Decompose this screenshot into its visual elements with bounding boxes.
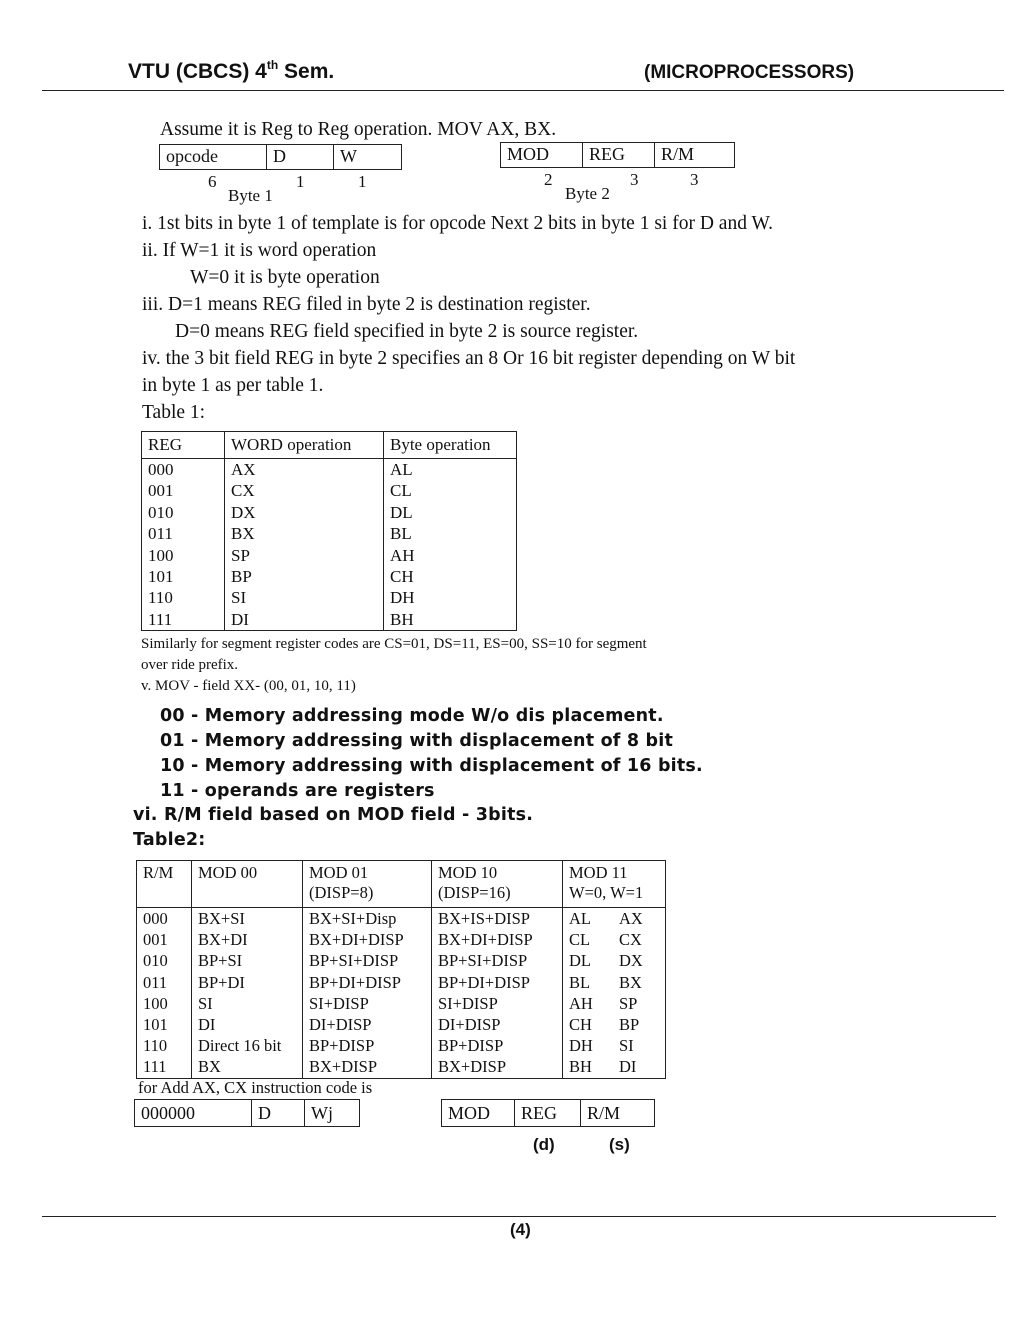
table-row: 101 DI DI+DISP DI+DISP CH BP [137, 1014, 666, 1035]
mov-field-note: v. MOV - field XX- (00, 01, 10, 11) [141, 678, 356, 694]
add-opcode-field: 000000 [135, 1100, 252, 1126]
byte1-bits-opcode: 6 [208, 172, 217, 191]
footer-rule [42, 1216, 996, 1217]
table-row: 100 SI SI+DISP SI+DISP AH SP [137, 993, 666, 1014]
rm-field: R/M [661, 144, 695, 164]
table2-caption: Table2: [133, 830, 206, 850]
intro-text: Assume it is Reg to Reg operation. MOV AX, BX. [160, 119, 557, 140]
table-row: 001 CX CL [142, 480, 517, 501]
reg-field: REG [583, 143, 655, 167]
mod-line-10: 10 - Memory addressing with displacement of 16 bits. [160, 756, 703, 776]
header-rule [42, 90, 1004, 91]
point-3a: iii. D=1 means REG filed in byte 2 is destination register. [142, 294, 591, 315]
w-field: W [340, 146, 357, 166]
table-row: 000 AX AL [142, 459, 517, 481]
d-field: D [267, 145, 334, 169]
subject-title: (MICROPROCESSORS) [644, 62, 855, 83]
table-row: 001 BX+DI BX+DI+DISP BX+DI+DISP CL CX [137, 929, 666, 950]
add-w-field: Wj [311, 1103, 333, 1123]
rm-marker: (s) [609, 1135, 630, 1154]
table-row: 011 BP+DI BP+DI+DISP BP+DI+DISP BL BX [137, 972, 666, 993]
point-3b: D=0 means REG field specified in byte 2 is source register. [175, 321, 639, 342]
table-row: 010 DX DL [142, 502, 517, 523]
t2-head-rm: R/M [137, 861, 192, 908]
add-note: for Add AX, CX instruction code is [138, 1078, 373, 1097]
point-4b: in byte 1 as per table 1. [142, 375, 324, 396]
mod-line-11: 11 - operands are registers [160, 781, 435, 801]
point-1: i. 1st bits in byte 1 of template is for opcode Next 2 bits in byte 1 si for D and W. [142, 213, 773, 234]
rm-title: vi. R/M field based on MOD field - 3bits. [133, 805, 534, 825]
mod-line-00: 00 - Memory addressing mode W/o dis placement. [160, 706, 664, 726]
table-row: 111 DI BH [142, 609, 517, 631]
byte1-bits-d: 1 [296, 172, 305, 191]
t1-head-byte: Byte operation [384, 432, 517, 459]
reg-table [141, 431, 517, 631]
t2-head-mod00: MOD 00 [192, 861, 303, 908]
t1-head-word: WORD operation [225, 432, 384, 459]
byte1-template [159, 144, 402, 170]
byte1-label: Byte 1 [228, 186, 273, 205]
page-number: (4) [510, 1220, 531, 1239]
table-row: 011 BX BL [142, 523, 517, 544]
byte2-bits-rm: 3 [690, 170, 699, 189]
table-row: 000 BX+SI BX+SI+Disp BX+IS+DISP AL AX [137, 908, 666, 930]
t2-head-mod01: MOD 01 (DISP=8) [303, 861, 432, 908]
rm-table [136, 860, 666, 1079]
reg-marker: (d) [533, 1135, 555, 1154]
byte1-bits-w: 1 [358, 172, 367, 191]
table-row: 100 SP AH [142, 545, 517, 566]
table-row: 110 Direct 16 bit BP+DISP BP+DISP DH SI [137, 1035, 666, 1056]
table-row: 111 BX BX+DISP BX+DISP BH DI [137, 1056, 666, 1078]
add-mod-field: MOD [442, 1100, 515, 1126]
point-2b: W=0 it is byte operation [190, 267, 380, 288]
table1-caption: Table 1: [142, 402, 206, 423]
add-byte1-template [134, 1099, 360, 1127]
table-row: 010 BP+SI BP+SI+DISP BP+SI+DISP DL DX [137, 950, 666, 971]
opcode-field: opcode [160, 145, 267, 169]
byte2-template [500, 142, 735, 168]
course-title: VTU (CBCS) 4th Sem. [128, 58, 335, 83]
t1-head-reg: REG [142, 432, 225, 459]
byte2-bits-mod: 2 [544, 170, 553, 189]
t2-head-mod11: MOD 11 W=0, W=1 [563, 861, 666, 908]
add-rm-field: R/M [587, 1103, 621, 1123]
add-reg-field: REG [515, 1100, 581, 1126]
byte2-bits-reg: 3 [630, 170, 639, 189]
segment-note-2: over ride prefix. [141, 657, 239, 673]
point-2a: ii. If W=1 it is word operation [142, 240, 377, 261]
add-byte2-template [441, 1099, 655, 1127]
point-4a: iv. the 3 bit field REG in byte 2 specifies an 8 Or 16 bit register depending on W bit [142, 348, 796, 369]
table-row: 110 SI DH [142, 587, 517, 608]
table-row: 101 BP CH [142, 566, 517, 587]
segment-note-1: Similarly for segment register codes are CS=01, DS=11, ES=00, SS=10 for segment [141, 636, 647, 652]
t2-head-mod10: MOD 10 (DISP=16) [432, 861, 563, 908]
mod-field: MOD [501, 143, 583, 167]
add-d-field: D [252, 1100, 305, 1126]
byte2-label: Byte 2 [565, 184, 610, 203]
mod-line-01: 01 - Memory addressing with displacement of 8 bit [160, 731, 674, 751]
